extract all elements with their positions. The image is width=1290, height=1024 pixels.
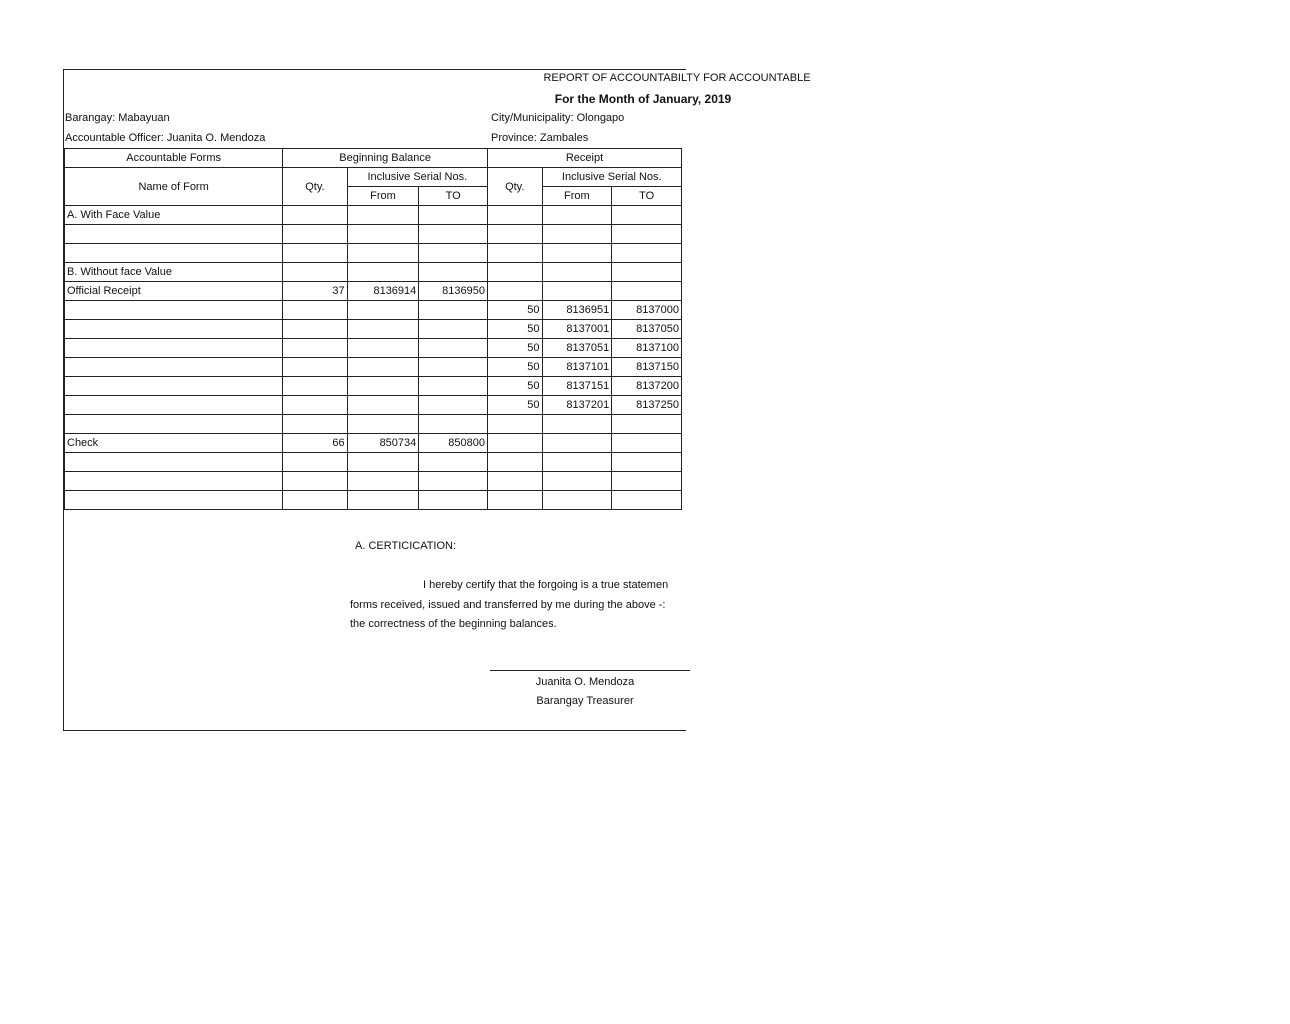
receipt-from-cell	[542, 472, 612, 491]
beginning-qty-cell: 37	[283, 282, 347, 301]
beginning-from-cell	[347, 320, 419, 339]
beginning-to-cell	[419, 301, 488, 320]
certification-line-1: I hereby certify that the forgoing is a true statemen	[423, 579, 669, 591]
form-name-cell	[65, 491, 283, 510]
table-row	[65, 339, 682, 358]
form-name-cell	[65, 358, 283, 377]
name-of-form-header: Name of Form	[65, 168, 283, 206]
beginning-serial-header: Inclusive Serial Nos.	[347, 168, 487, 187]
receipt-from-cell	[542, 206, 612, 225]
form-name-cell	[65, 339, 283, 358]
receipt-serial-header: Inclusive Serial Nos.	[542, 168, 682, 187]
receipt-qty-cell	[488, 244, 543, 263]
beginning-to-header: TO	[419, 187, 488, 206]
beginning-qty-cell	[283, 472, 347, 491]
beginning-qty-cell	[283, 244, 347, 263]
form-name-cell: Check	[65, 434, 283, 453]
receipt-qty-cell	[488, 434, 543, 453]
table-row	[65, 415, 682, 434]
beginning-from-cell	[347, 377, 419, 396]
receipt-to-cell	[612, 263, 682, 282]
table-row	[65, 263, 682, 282]
beginning-from-cell	[347, 453, 419, 472]
receipt-qty-cell: 50	[488, 358, 543, 377]
table-row	[65, 225, 682, 244]
beginning-to-cell	[419, 263, 488, 282]
receipt-qty-header: Qty.	[488, 168, 543, 206]
certification-line-3: the correctness of the beginning balances.	[350, 618, 557, 630]
beginning-qty-cell	[283, 225, 347, 244]
receipt-qty-cell	[488, 415, 543, 434]
receipt-from-cell	[542, 453, 612, 472]
beginning-to-cell	[419, 225, 488, 244]
receipt-to-cell	[612, 453, 682, 472]
accountable-forms-header: Accountable Forms	[65, 149, 283, 168]
beginning-from-cell	[347, 206, 419, 225]
beginning-to-cell	[419, 453, 488, 472]
report-clip	[64, 70, 811, 730]
form-name-cell	[65, 396, 283, 415]
receipt-from-cell: 8137001	[542, 320, 612, 339]
beginning-from-cell	[347, 491, 419, 510]
form-name-cell: A. With Face Value	[65, 206, 283, 225]
beginning-balance-header: Beginning Balance	[283, 149, 488, 168]
receipt-from-cell	[542, 225, 612, 244]
beginning-from-header: From	[347, 187, 419, 206]
certification-heading: A. CERTICICATION:	[355, 540, 457, 552]
receipt-to-cell: 8137000	[612, 301, 682, 320]
beginning-from-cell	[347, 396, 419, 415]
form-name-cell	[65, 472, 283, 491]
beginning-qty-cell	[283, 396, 347, 415]
beginning-qty-cell	[283, 377, 347, 396]
receipt-qty-cell: 50	[488, 320, 543, 339]
receipt-qty-cell	[488, 472, 543, 491]
receipt-from-cell	[542, 263, 612, 282]
table-row	[65, 282, 682, 301]
form-name-cell	[65, 301, 283, 320]
receipt-to-cell: 8137250	[612, 396, 682, 415]
signatory-position: Barangay Treasurer	[536, 695, 634, 707]
receipt-to-cell	[612, 472, 682, 491]
beginning-from-cell: 850734	[347, 434, 419, 453]
receipt-to-cell	[612, 244, 682, 263]
table-row	[65, 491, 682, 510]
province-label: Province: Zambales	[491, 132, 589, 144]
beginning-qty-cell	[283, 263, 347, 282]
beginning-from-cell	[347, 358, 419, 377]
table-row	[65, 244, 682, 263]
receipt-to-cell	[612, 282, 682, 301]
table-row	[65, 301, 682, 320]
beginning-to-cell: 8136950	[419, 282, 488, 301]
report-form	[63, 69, 811, 731]
receipt-from-cell	[542, 415, 612, 434]
beginning-from-cell	[347, 472, 419, 491]
form-name-cell: Official Receipt	[65, 282, 283, 301]
receipt-to-cell: 8137100	[612, 339, 682, 358]
beginning-qty-cell	[283, 415, 347, 434]
receipt-to-header: TO	[612, 187, 682, 206]
form-name-cell	[65, 320, 283, 339]
receipt-qty-cell: 50	[488, 377, 543, 396]
beginning-qty-cell	[283, 358, 347, 377]
receipt-from-cell: 8137101	[542, 358, 612, 377]
receipt-qty-cell	[488, 225, 543, 244]
beginning-to-cell	[419, 491, 488, 510]
barangay-label: Barangay: Mabayuan	[65, 112, 170, 124]
city-label: City/Municipality: Olongapo	[491, 112, 625, 124]
receipt-to-cell: 8137200	[612, 377, 682, 396]
table-row	[65, 320, 682, 339]
beginning-to-cell	[419, 320, 488, 339]
receipt-from-cell: 8136951	[542, 301, 612, 320]
receipt-to-cell	[612, 434, 682, 453]
beginning-to-cell	[419, 358, 488, 377]
receipt-qty-cell	[488, 491, 543, 510]
form-name-cell	[65, 453, 283, 472]
table-row	[65, 453, 682, 472]
beginning-from-cell	[347, 301, 419, 320]
receipt-to-cell	[612, 206, 682, 225]
beginning-from-cell: 8136914	[347, 282, 419, 301]
report-month: For the Month of January, 2019	[554, 92, 732, 106]
header-row-1	[65, 149, 682, 168]
beginning-to-cell	[419, 339, 488, 358]
table-row	[65, 358, 682, 377]
form-name-cell	[65, 415, 283, 434]
beginning-qty-cell	[283, 453, 347, 472]
receipt-to-cell: 8137150	[612, 358, 682, 377]
beginning-to-cell	[419, 396, 488, 415]
form-name-cell: B. Without face Value	[65, 263, 283, 282]
beginning-from-cell	[347, 415, 419, 434]
beginning-qty-cell	[283, 320, 347, 339]
beginning-to-cell	[419, 244, 488, 263]
receipt-from-cell	[542, 491, 612, 510]
beginning-qty-header: Qty.	[283, 168, 347, 206]
signatory-name: Juanita O. Mendoza	[535, 676, 635, 688]
receipt-qty-cell	[488, 453, 543, 472]
form-name-cell	[65, 225, 283, 244]
table-row	[65, 396, 682, 415]
receipt-from-header: From	[542, 187, 612, 206]
receipt-from-cell	[542, 244, 612, 263]
receipt-to-cell	[612, 415, 682, 434]
accountability-table	[64, 148, 682, 510]
beginning-from-cell	[347, 244, 419, 263]
beginning-to-cell: 850800	[419, 434, 488, 453]
receipt-to-cell: 8137050	[612, 320, 682, 339]
beginning-to-cell	[419, 377, 488, 396]
beginning-qty-cell	[283, 206, 347, 225]
form-name-cell	[65, 377, 283, 396]
beginning-qty-cell	[283, 301, 347, 320]
form-name-cell	[65, 244, 283, 263]
receipt-qty-cell	[488, 206, 543, 225]
beginning-to-cell	[419, 206, 488, 225]
beginning-from-cell	[347, 339, 419, 358]
signature-line	[490, 670, 690, 671]
table-row	[65, 434, 682, 453]
receipt-qty-cell: 50	[488, 339, 543, 358]
beginning-qty-cell	[283, 339, 347, 358]
beginning-qty-cell	[283, 491, 347, 510]
beginning-to-cell	[419, 415, 488, 434]
receipt-to-cell	[612, 491, 682, 510]
officer-label: Accountable Officer: Juanita O. Mendoza	[65, 132, 266, 144]
beginning-from-cell	[347, 263, 419, 282]
receipt-qty-cell	[488, 282, 543, 301]
receipt-qty-cell: 50	[488, 301, 543, 320]
header-row-2	[65, 168, 682, 187]
certification-line-2: forms received, issued and transferred by me during the above -:	[350, 599, 666, 611]
beginning-from-cell	[347, 225, 419, 244]
table-row	[65, 377, 682, 396]
beginning-to-cell	[419, 472, 488, 491]
table-row	[65, 472, 682, 491]
receipt-qty-cell: 50	[488, 396, 543, 415]
receipt-from-cell: 8137151	[542, 377, 612, 396]
receipt-from-cell	[542, 282, 612, 301]
table-row	[65, 206, 682, 225]
receipt-qty-cell	[488, 263, 543, 282]
receipt-from-cell	[542, 434, 612, 453]
receipt-from-cell: 8137201	[542, 396, 612, 415]
receipt-header: Receipt	[488, 149, 682, 168]
receipt-from-cell: 8137051	[542, 339, 612, 358]
receipt-to-cell	[612, 225, 682, 244]
beginning-qty-cell: 66	[283, 434, 347, 453]
report-title: REPORT OF ACCOUNTABILTY FOR ACCOUNTABLE	[543, 72, 811, 84]
